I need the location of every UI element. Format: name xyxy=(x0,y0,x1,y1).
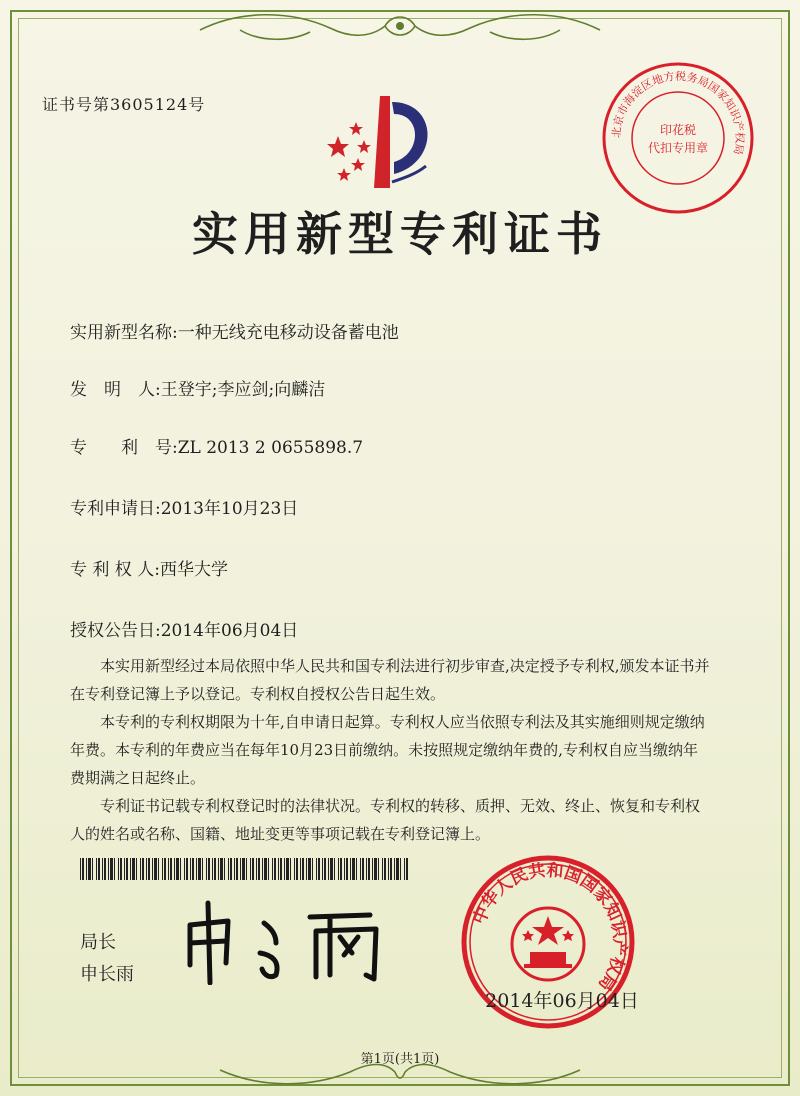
page-number: 第1页(共1页) xyxy=(360,1052,440,1067)
inventor-value: 王登宇;李应剑;向麟洁 xyxy=(160,380,326,400)
body-paragraph-1: 本实用新型经过本局依照中华人民共和国专利法进行初步审查,决定授予专利权,颁发本证书并在专利登记簿上予以登记。专利权自授权公告日起生效。 xyxy=(70,657,710,703)
barcode xyxy=(80,858,410,880)
grant-date-label: 授权公告日: xyxy=(70,621,161,641)
cnipa-logo xyxy=(318,92,448,192)
patent-number-label: 专 利 号: xyxy=(70,438,178,458)
top-ornament xyxy=(180,8,620,48)
director-signature xyxy=(180,895,410,985)
grant-date-value: 2014年06月04日 xyxy=(160,621,299,641)
tax-seal-ring-text: 北京市海淀区地方税务局国家知识产权局 xyxy=(609,69,747,156)
signer-role: 局长 xyxy=(80,932,116,953)
model-name-value: 一种无线充电移动设备蓄电池 xyxy=(177,323,399,343)
seal-date: 2014年06月04日 xyxy=(485,990,639,1012)
patent-number-value: ZL 2013 2 0655898.7 xyxy=(177,438,364,458)
field-grant-date xyxy=(70,616,298,641)
field-model-name xyxy=(70,318,399,343)
field-patent-number xyxy=(70,433,363,458)
certificate-body xyxy=(70,652,710,848)
signer-name: 申长雨 xyxy=(80,964,134,985)
field-apply-date xyxy=(70,494,298,519)
national-emblem-icon xyxy=(512,908,584,980)
inventor-label: 发 明 人: xyxy=(70,380,161,400)
tax-seal xyxy=(598,58,758,218)
tax-seal-line1: 印花税 xyxy=(659,123,697,137)
certificate-number: 证书号第3605124号 xyxy=(42,95,206,114)
holder-label: 专 利 权 人: xyxy=(70,560,160,580)
field-holder xyxy=(70,555,228,580)
tax-seal-line2: 代扣专用章 xyxy=(647,141,709,155)
apply-date-label: 专利申请日: xyxy=(70,499,161,519)
model-name-label: 实用新型名称: xyxy=(70,323,178,343)
certificate-title: 实用新型专利证书 xyxy=(192,207,608,261)
body-paragraph-3: 专利证书记载专利权登记时的法律状况。专利权的转移、质押、无效、终止、恢复和专利权人的姓名或名称、国籍、地址变更等事项记载在专利登记簿上。 xyxy=(70,797,701,843)
body-paragraph-2: 本专利的专利权期限为十年,自申请日起算。专利权人应当依照专利法及其实施细则规定缴纳年费。本专利的年费应当在每年10月23日前缴纳。未按照规定缴纳年费的,专利权自应当缴纳年费期满之日起终止。 xyxy=(70,713,705,787)
field-inventor xyxy=(70,375,325,400)
national-seal-ring-text: 中华人民共和国国家知识产权局 xyxy=(469,860,630,995)
apply-date-value: 2013年10月23日 xyxy=(160,499,299,519)
holder-value: 西华大学 xyxy=(159,560,228,580)
